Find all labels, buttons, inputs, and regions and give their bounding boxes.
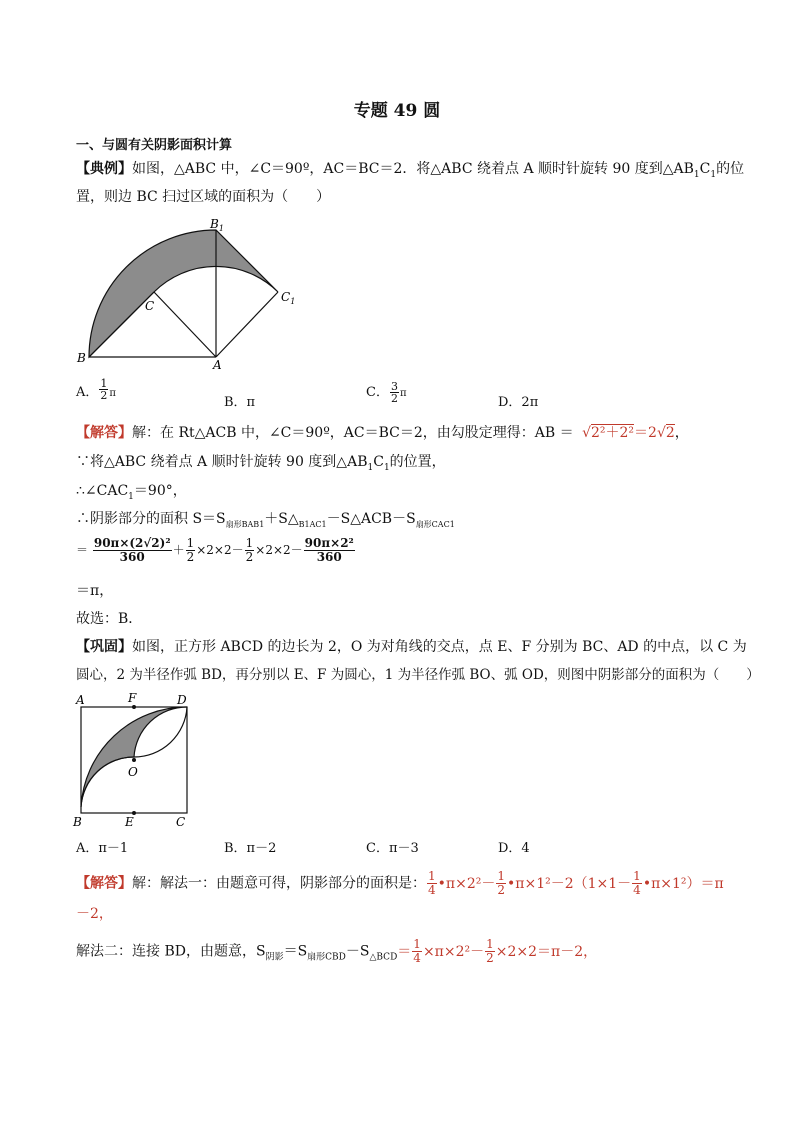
example-figure xyxy=(70,212,310,372)
sq-label-b: B xyxy=(73,815,82,829)
section-heading: 一、与圆有关阴影面积计算 xyxy=(76,138,233,153)
consolidate-solution-line1: 【解答】解：解法一：由题意可得，阴影部分的面积是： $\frac{1}{4}$ •π×2²－ $\frac{1}{2}$ •π×1²－2（1×1－ $\frac{1}{4}$ •π×1²）＝π xyxy=(76,869,724,897)
consolidate-line1: 【巩固】如图，正方形 ABCD 的边长为 2，O 为对角线的交点，点 E、F 分别为 BC、AD 的中点，以 C 为 xyxy=(76,639,747,655)
sq-label-e: E xyxy=(125,815,134,829)
consolidate-option-b: B．π－2 xyxy=(224,841,277,856)
example-solution-line3: $\therefore\angle CAC_1=90^\circ$， xyxy=(76,483,187,502)
example-line1: 【典例】如图，△ABC 中，∠C＝90º，AC＝BC＝2．将△ABC 绕着点 A 顺时针旋转 90 度到$\triangle AB_1C_1$的位 xyxy=(76,161,745,180)
example-option-a: A． $\frac{1}{2}$ π xyxy=(76,377,116,402)
sq-label-d: D xyxy=(177,693,187,707)
square-figure xyxy=(70,690,200,830)
example-solution-line1: 【解答】解：在 Rt△ACB 中，∠C＝90º，AC＝BC＝2，由勾股定理得：AB ＝ √2²＋2²＝2√2， xyxy=(76,425,689,441)
pythagoras-expression: √2²＋2²＝2√2 xyxy=(582,425,675,441)
label-c: C xyxy=(145,299,155,313)
example-line2: 置，则边 BC 扫过区域的面积为（ ） xyxy=(76,189,331,205)
label-b1: $B_1$ xyxy=(210,217,224,233)
sq-label-a: A xyxy=(76,693,85,707)
consolidate-solution-line2: －2， xyxy=(76,906,113,922)
example-solution-line7: 故选：B． xyxy=(76,611,143,627)
label-c1: $C_1$ xyxy=(281,290,296,306)
consolidate-option-a: A．π－1 xyxy=(76,841,129,856)
consolidate-option-c: C．π－3 xyxy=(366,841,419,856)
consolidate-option-d: D．4 xyxy=(498,841,530,856)
consolidate-line2: 圆心，2 为半径作弧 BD，再分别以 E、F 为圆心，1 为半径作弧 BO、弧 OD，则图中阴影部分的面积为（ ） xyxy=(76,667,760,683)
example-tag: 【典例】 xyxy=(76,161,132,177)
sq-label-o: O xyxy=(128,765,138,779)
label-b: B xyxy=(77,351,86,365)
example-solution-line5: ＝ $\frac{\text{90π×(2√2)²}}{360}$ ＋ $\frac{1}{2}$ ×2×2－ $\frac{1}{2}$ ×2×2－ $\frac{\text{90π×2²}}{360}$ xyxy=(76,536,354,564)
example-solution-line4: ∴阴影部分的面积 $S=S_{扇形BAB1}+S\triangle_{B1AC1}-S\triangle ACB-S_{扇形CAC1}$ xyxy=(76,511,455,529)
sq-label-c: C xyxy=(176,815,186,829)
shaded-region xyxy=(89,230,278,357)
label-a: A xyxy=(213,358,222,372)
example-solution-line2: ∵将△ABC 绕着点 A 顺时针旋转 90 度到$\triangle AB_1C_1$的位置， xyxy=(76,454,446,473)
example-solution-line6: ＝π， xyxy=(76,583,114,599)
example-option-c: C． $\frac{3}{2}$ π xyxy=(366,380,407,405)
example-option-d: D．2π xyxy=(498,395,539,410)
example-option-b: B．π xyxy=(224,395,256,410)
sq-label-f: F xyxy=(128,691,137,705)
page-title: 专题 49 圆 xyxy=(353,101,441,121)
consolidate-solution-line3: 解法二：连接 BD，由题意，$S_{阴影}=S_{扇形CBD}-S_{\triangle BCD}=$ $\frac{1}{4}$ ×π×2²－ $\frac{1}{2}$ ×2×2＝π－2， xyxy=(76,937,598,965)
